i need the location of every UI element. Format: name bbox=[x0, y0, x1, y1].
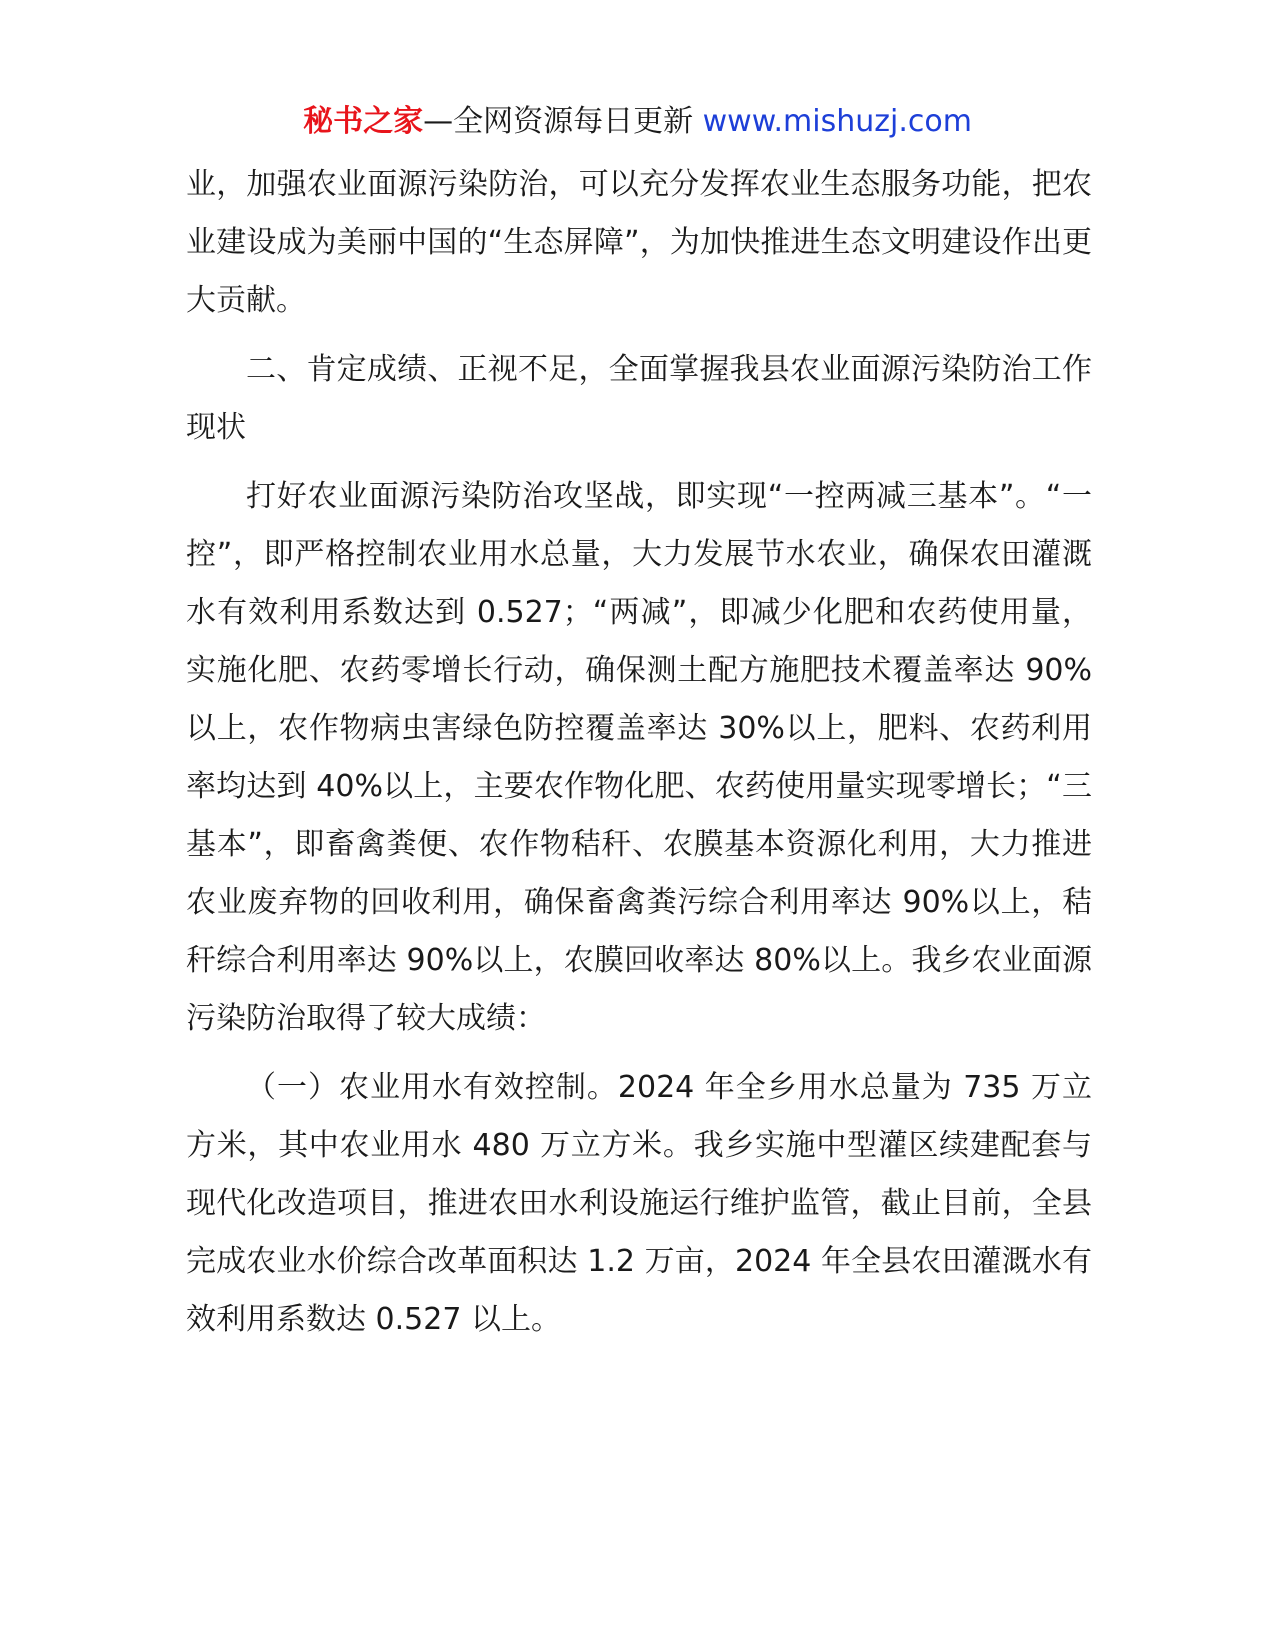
document-body bbox=[186, 156, 1092, 1360]
paragraph-continuation: 业，加强农业面源污染防治，可以充分发挥农业生态服务功能，把农业建设成为美丽中国的“生态屏障”，为加快推进生态文明建设作出更大贡献。 bbox=[186, 167, 1092, 318]
section-heading: 二、肯定成绩、正视不足，全面掌握我县农业面源污染防治工作现状 bbox=[186, 352, 1092, 445]
paragraph-overview: 打好农业面源污染防治攻坚战，即实现“一控两减三基本”。“一控”，即严格控制农业用水总量，大力发展节水农业，确保农田灌溉水有效利用系数达到 0.527；“两减”，即减少化肥和农药使用量，实施化肥、农药零增长行动，确保测土配方施肥技术覆盖率达 90%以上，农作物病虫害绿色防控覆盖率达 30%以上，肥料、农药利用率均达到 40%以上，主要农作物化肥、农药使用量实现零增长；“三基本”，即畜禽粪便、农作物秸秆、农膜基本资源化利用，大力推进农业废弃物的回收利用，确保畜禽粪污综合利用率达 90%以上，秸秆综合利用率达 90%以上，农膜回收率达 80%以上。我乡农业面源污染防治取得了较大成绩： bbox=[186, 479, 1092, 1036]
header-url-link[interactable]: www.mishuzj.com bbox=[702, 104, 972, 139]
header-tagline: —全网资源每日更新 bbox=[423, 104, 694, 139]
page-header bbox=[0, 102, 1275, 142]
header-brand: 秘书之家 bbox=[303, 104, 424, 139]
paragraph-water-control: （一）农业用水有效控制。2024 年全乡用水总量为 735 万立方米，其中农业用水 480 万立方米。我乡实施中型灌区续建配套与现代化改造项目，推进农田水利设施运行维护监管，截止目前，全县完成农业水价综合改革面积达 1.2 万亩，2024 年全县农田灌溉水有效利用系数达 0.527 以上。 bbox=[186, 1070, 1092, 1337]
